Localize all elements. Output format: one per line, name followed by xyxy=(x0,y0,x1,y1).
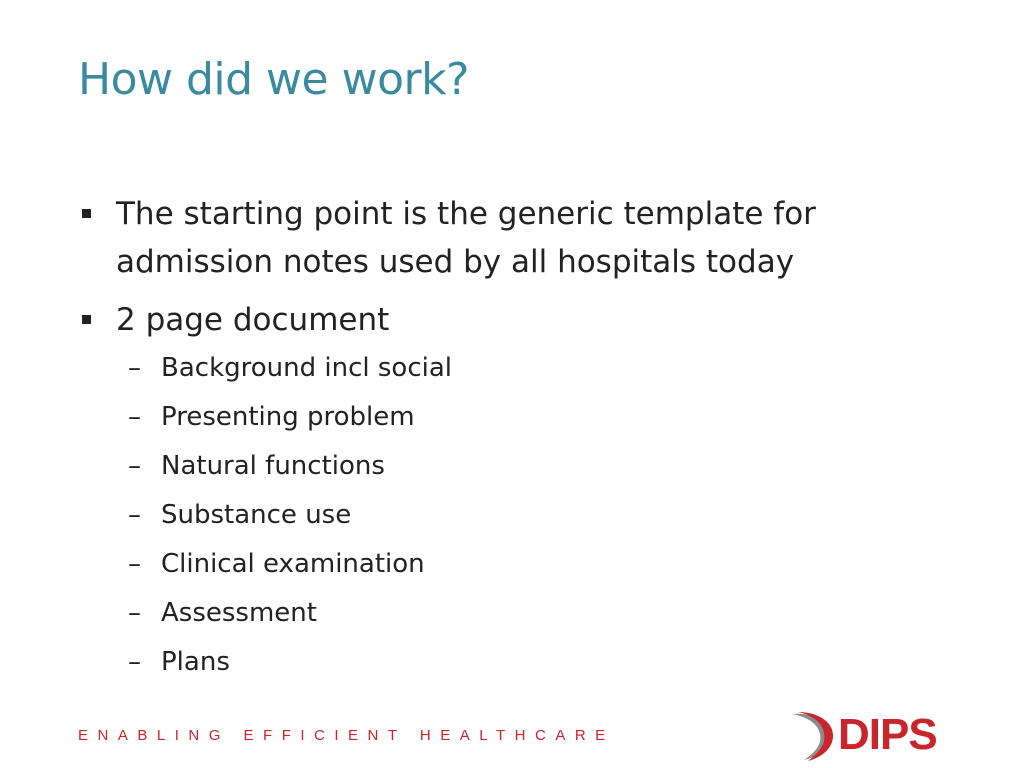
dash-bullet-icon: – xyxy=(128,500,141,530)
square-bullet-icon xyxy=(82,209,91,218)
dash-bullet-icon: – xyxy=(128,598,141,628)
sub-item-background xyxy=(116,344,878,393)
dips-swoosh-icon xyxy=(790,708,834,762)
bullet-text: The starting point is the generic template for admission notes used by all hospitals today xyxy=(116,196,816,280)
sub-item-plans xyxy=(116,638,878,687)
dash-bullet-icon: – xyxy=(128,549,141,579)
dash-bullet-icon: – xyxy=(128,402,141,432)
dash-bullet-icon: – xyxy=(128,451,141,481)
sub-item-text: Natural functions xyxy=(161,451,385,481)
sub-item-clinical-examination xyxy=(116,540,878,589)
sub-bullet-list xyxy=(116,344,878,687)
sub-item-text: Assessment xyxy=(161,598,317,628)
sub-item-text: Background incl social xyxy=(161,353,452,383)
sub-item-text: Presenting problem xyxy=(161,402,415,432)
footer-tagline: ENABLING EFFICIENT HEALTHCARE xyxy=(78,727,615,744)
sub-item-text: Plans xyxy=(161,647,230,677)
sub-item-substance-use xyxy=(116,491,878,540)
bullet-item-starting-point xyxy=(78,190,878,286)
bullet-item-page-document xyxy=(78,296,878,687)
dash-bullet-icon: – xyxy=(128,353,141,383)
sub-item-text: Clinical examination xyxy=(161,549,425,579)
dips-logo xyxy=(790,705,955,765)
bullet-list xyxy=(78,190,878,697)
sub-item-presenting-problem xyxy=(116,393,878,442)
sub-item-assessment xyxy=(116,589,878,638)
sub-item-natural-functions xyxy=(116,442,878,491)
sub-item-text: Substance use xyxy=(161,500,352,530)
bullet-text: 2 page document xyxy=(116,302,390,338)
slide-title: How did we work? xyxy=(78,54,469,105)
dash-bullet-icon: – xyxy=(128,647,141,677)
logo-wordmark: DIPS xyxy=(838,710,937,759)
square-bullet-icon xyxy=(82,315,91,324)
